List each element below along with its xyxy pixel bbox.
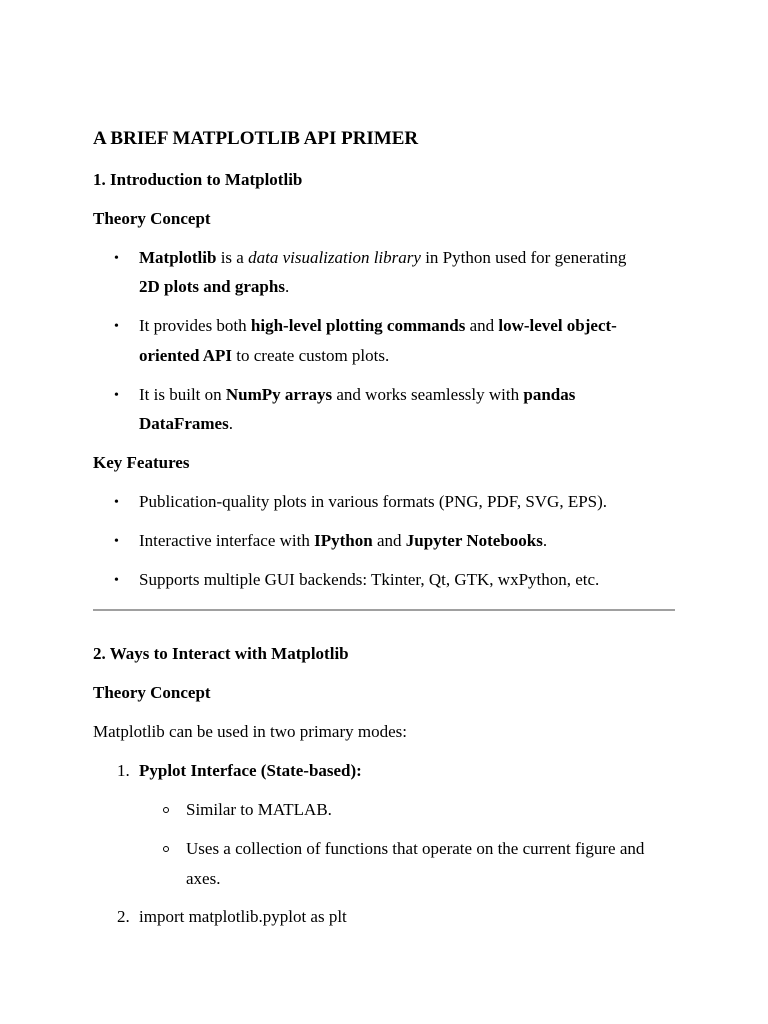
sub-item-2-line-1: Uses a collection of functions that operate on the current figure and <box>186 839 645 858</box>
circle-bullet-icon <box>163 807 169 813</box>
bullet-3-line-2: DataFrames. <box>139 414 233 433</box>
term-pandas: pandas <box>523 385 576 404</box>
bullet-1-line-1: Matplotlib is a data visualization library in Python used for generating <box>139 248 627 267</box>
bullet-marker: • <box>114 251 119 266</box>
section-1-theory-heading: Theory Concept <box>93 209 211 228</box>
circle-bullet-icon <box>163 846 169 852</box>
pyplot-interface-label: Pyplot Interface (State-based): <box>139 761 362 780</box>
document-title: A BRIEF MATPLOTLIB API PRIMER <box>93 128 419 149</box>
feature-3: Supports multiple GUI backends: Tkinter, Qt, GTK, wxPython, etc. <box>139 570 600 589</box>
bullet-marker: • <box>114 495 119 510</box>
bullet-2-line-2: oriented API to create custom plots. <box>139 346 390 365</box>
term-jupyter: Jupyter Notebooks <box>405 531 543 550</box>
sub-item-2-line-2: axes. <box>186 869 221 888</box>
term-low-level-api: low-level object- <box>498 316 617 335</box>
term-numpy-arrays: NumPy arrays <box>225 385 333 404</box>
bullet-marker: • <box>114 573 119 588</box>
bullet-2-line-1: It provides both high-level plotting commands and low-level object- <box>139 316 617 335</box>
term-ipython: IPython <box>314 531 373 550</box>
bullet-3-line-1: It is built on NumPy arrays and works seamlessly with pandas <box>139 385 576 404</box>
term-high-level-commands: high-level plotting commands <box>250 316 466 335</box>
term-matplotlib: Matplotlib <box>139 248 217 267</box>
import-statement: import matplotlib.pyplot as plt <box>139 907 347 926</box>
bullet-marker: • <box>114 534 119 549</box>
list-number: 1. <box>117 761 130 780</box>
sub-item-1: Similar to MATLAB. <box>186 800 332 819</box>
feature-1: Publication-quality plots in various formats (PNG, PDF, SVG, EPS). <box>139 492 608 511</box>
key-features-heading: Key Features <box>93 453 190 472</box>
term-data-visualization-library: data visualization library <box>248 248 421 267</box>
section-2-heading: 2. Ways to Interact with Matplotlib <box>93 644 349 663</box>
bullet-marker: • <box>114 319 119 334</box>
bullet-1-line-2: 2D plots and graphs. <box>139 277 290 296</box>
term-2d-plots: 2D plots and graphs <box>139 277 285 296</box>
section-2-theory-heading: Theory Concept <box>93 683 211 702</box>
horizontal-rule <box>93 609 675 611</box>
section-1-heading: 1. Introduction to Matplotlib <box>93 170 303 189</box>
feature-2: Interactive interface with IPython and Jupyter Notebooks. <box>139 531 548 550</box>
bullet-marker: • <box>114 388 119 403</box>
list-number: 2. <box>117 907 130 926</box>
section-2-intro: Matplotlib can be used in two primary modes: <box>93 722 407 741</box>
